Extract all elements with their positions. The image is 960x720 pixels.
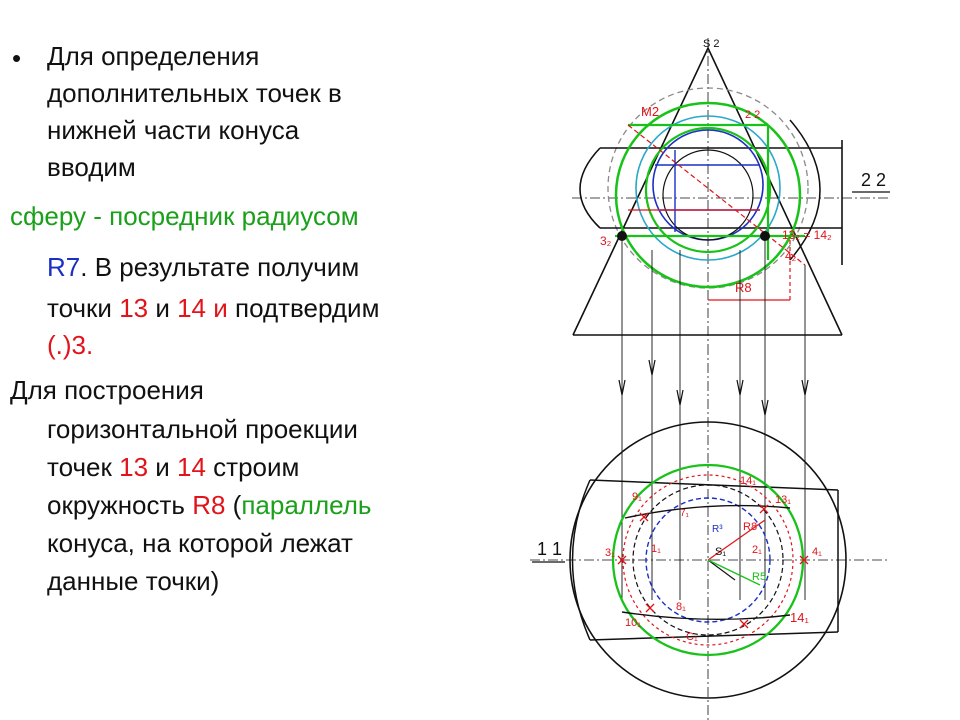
p1-line3: нижней части конуса <box>47 115 300 145</box>
p4-line5: конуса, на которой лежат <box>47 528 353 558</box>
p3-line2 <box>47 290 379 326</box>
r8-value: R8 <box>192 490 226 520</box>
p4-line2: горизонтальной проекции <box>47 414 358 444</box>
label-13-1: 13₁ <box>775 494 791 506</box>
label-m2: M2 <box>641 104 660 119</box>
point-13b: 13 <box>119 452 149 482</box>
cylinder-bottom-edge <box>590 632 838 640</box>
label-c1: C₁ <box>686 631 698 643</box>
p1-line1: Для определения <box>47 41 260 71</box>
p2-line: сферу - посредник радиусом <box>10 201 359 231</box>
label-s2: S 2 <box>703 38 720 50</box>
point-14b: 14 <box>177 452 206 482</box>
cylinder-top-edge <box>590 480 838 490</box>
p3-line1-rest: . В результате получим <box>80 252 360 282</box>
label-14-1: 14₁ <box>790 610 809 625</box>
label-13-14: 13₂ = 14₂ <box>782 228 832 242</box>
point-13: 13 <box>119 293 149 323</box>
r7-value: R7 <box>47 252 81 282</box>
p4-line4 <box>47 487 371 523</box>
p1-line2: дополнительных точек в <box>47 78 342 108</box>
label-r3: R³ <box>712 524 723 535</box>
label-3-2: 3₂ <box>600 234 612 248</box>
p3-line2-i: и <box>148 293 178 323</box>
p4-line4-a: окружность <box>47 490 193 520</box>
p4-line6: данные точки) <box>47 566 220 596</box>
r8-front-label: R8 <box>735 280 752 295</box>
label-1-1: 1₁ <box>651 543 661 555</box>
p4-line4-paren: ( <box>225 490 242 520</box>
label-2-2: 2 2 <box>745 109 761 121</box>
bullet: • <box>12 43 22 73</box>
label-9-1: 9₁ <box>632 491 642 503</box>
radius-black <box>708 560 735 580</box>
p4-line3-a: точек <box>47 452 120 482</box>
p1-line4: вводим <box>47 152 136 182</box>
p3-line2-rest: подтвердим <box>227 293 380 323</box>
cylinder-front-left <box>580 148 600 228</box>
p4-line3-i: и <box>148 452 178 482</box>
parallel-word: параллель <box>241 490 372 520</box>
label-2-2-plane: 2 2 <box>861 170 887 190</box>
p4-line3 <box>47 449 299 485</box>
label-4-1: 4₁ <box>812 546 822 558</box>
p3-line1 <box>47 249 359 285</box>
p3-line2-a: точки <box>47 293 120 323</box>
label-8-1: 8₁ <box>676 601 686 613</box>
p3-line3: (.)3. <box>47 330 94 360</box>
label-14-1-top: 14₁ <box>740 475 756 487</box>
label-3-1: 3₁ <box>605 547 615 559</box>
label-r5: R5 <box>752 571 767 583</box>
label-s1: S₁ <box>715 546 727 558</box>
label-r8-top: R8 <box>743 521 758 533</box>
cone-construction-drawing <box>520 30 960 720</box>
label-7-1: 7₁ <box>680 508 689 519</box>
label-1-1-plane: 1 1 <box>537 539 563 559</box>
p4-line3-rest: строим <box>205 452 300 482</box>
cone-front-outline <box>573 48 842 335</box>
label-2-1: 2₁ <box>752 544 762 556</box>
label-10-1: 10₁ <box>625 617 641 629</box>
label-4-2: 4₂ <box>785 249 797 263</box>
point-14: 14 и <box>177 293 228 323</box>
p4-line1: Для построения <box>10 375 204 405</box>
